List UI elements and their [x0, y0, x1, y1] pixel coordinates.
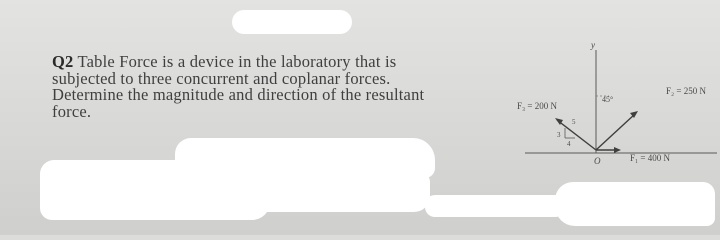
question-text — [52, 54, 522, 120]
slope-run-label: 4 — [567, 140, 571, 148]
slope-rise-label: 5 — [572, 118, 576, 126]
f1-label: F₁ = 400 N — [630, 153, 670, 163]
question-line-1-text: Table Force is a device in the laboratory that is — [77, 52, 397, 71]
redaction-blob-right — [555, 182, 715, 226]
redaction-blob-right-lower — [425, 195, 565, 217]
origin-label: O — [594, 156, 601, 166]
slope-side-label: 3 — [557, 131, 561, 139]
angle-label: 45° — [602, 95, 614, 104]
question-number: Q2 — [52, 52, 74, 71]
f2-vector — [596, 114, 635, 150]
f3-vector — [557, 120, 596, 150]
redaction-blob-left-small — [95, 190, 165, 206]
redaction-blob-top — [232, 10, 352, 34]
redaction-blob-center — [250, 172, 430, 212]
f2-label: F₂ = 250 N — [666, 86, 706, 96]
question-line-3: Determine the magnitude and direction of the resultant — [52, 85, 425, 104]
question-line-4: force. — [52, 101, 92, 121]
question-line-2: subjected to three concurrent and coplanar forces. — [52, 68, 391, 88]
y-axis-label: y — [591, 40, 595, 50]
f1-arrowhead — [614, 147, 621, 153]
force-diagram — [505, 40, 720, 180]
f3-label: F₃ = 200 N — [517, 101, 557, 111]
